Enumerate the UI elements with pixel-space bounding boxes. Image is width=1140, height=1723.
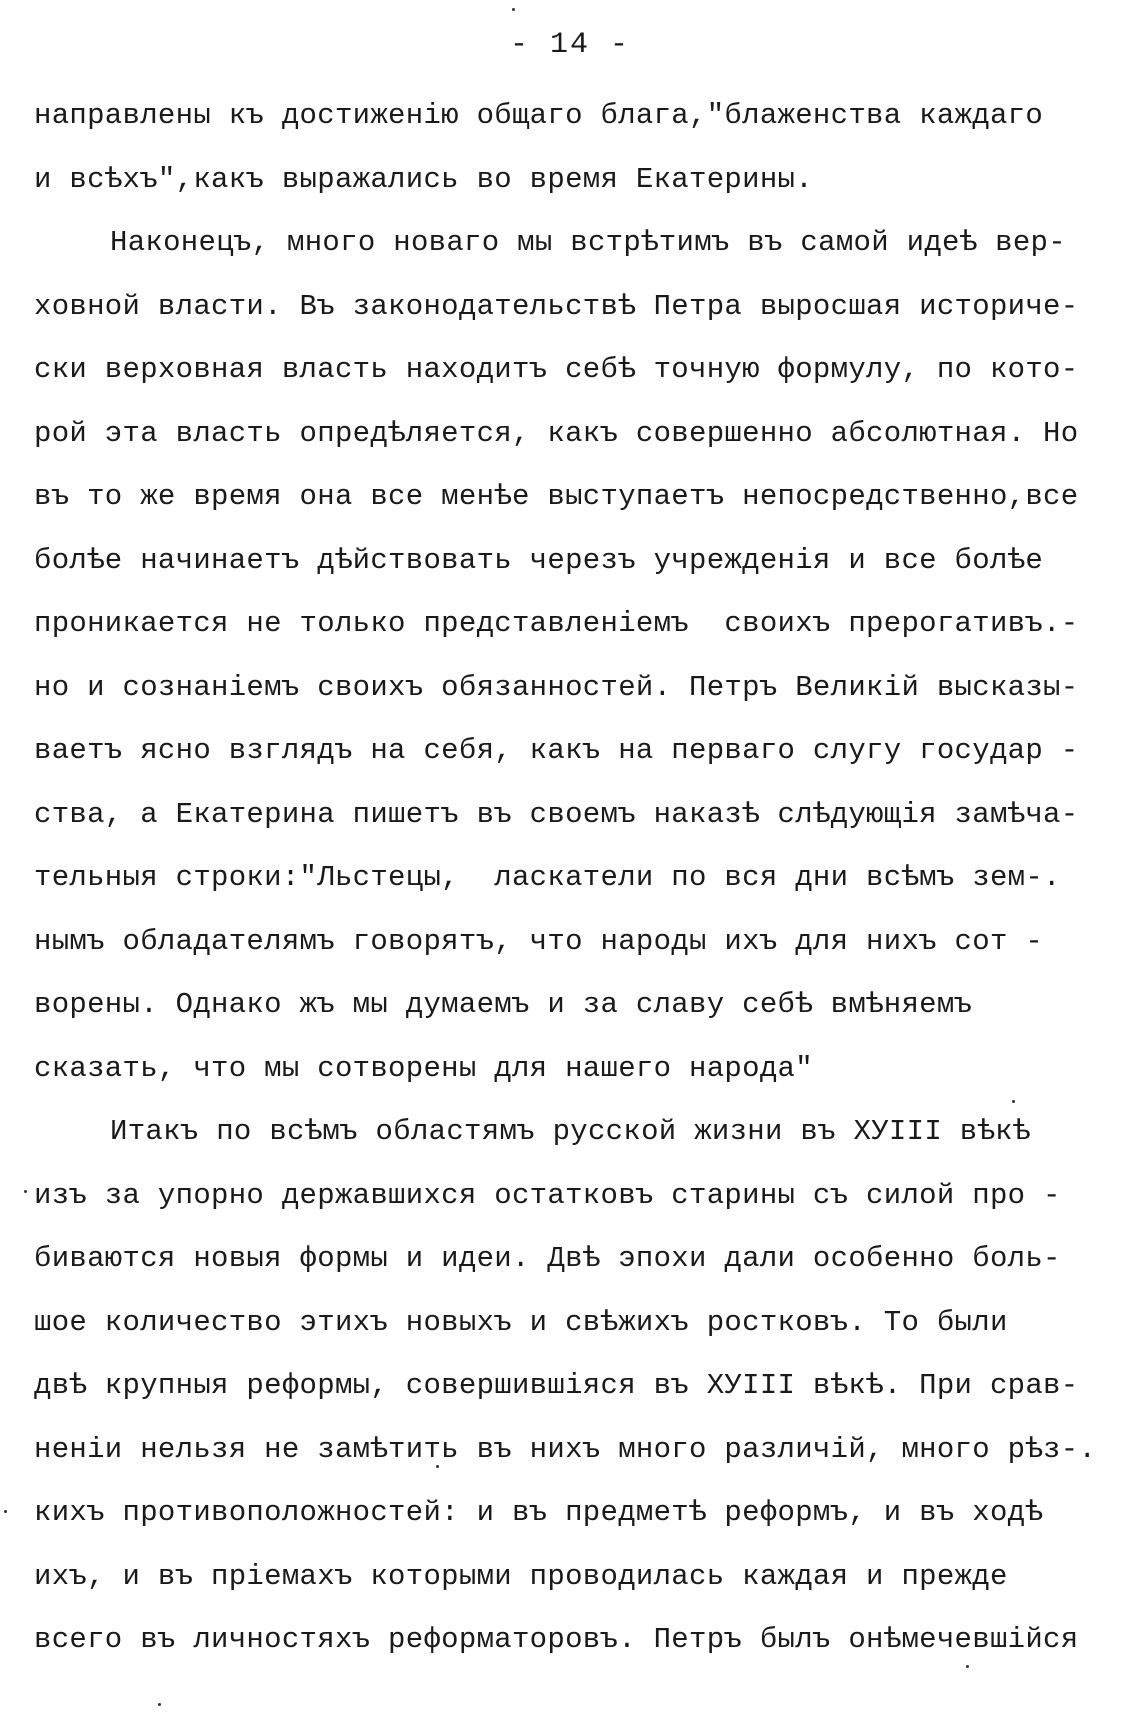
- paragraph-start-line: Наконецъ, много новаго мы встрѣтимъ въ самой идеѣ вер-: [110, 226, 1066, 259]
- scan-speck: [436, 1465, 439, 1468]
- text-line: биваются новыя формы и идеи. Двѣ эпохи дали особенно боль-: [34, 1242, 1061, 1275]
- text-line: тельныя строки:"Льстецы, ласкатели по вся дни всѣмъ зем-.: [34, 861, 1061, 894]
- text-line: но и сознаніемъ своихъ обязанностей. Петръ Великій высказы-: [34, 670, 1079, 704]
- text-line: ства, а Екатерина пишетъ въ своемъ наказѣ слѣдующія замѣча-: [34, 797, 1079, 831]
- page-number: - 14 -: [509, 28, 631, 62]
- text-line: проникается не только представленіемъ своихъ прерогативъ.-: [34, 607, 1079, 640]
- scan-speck: [966, 1665, 969, 1668]
- text-line: ски верховная власть находитъ себѣ точную формулу, по кото-: [34, 353, 1079, 386]
- text-line: болѣе начинаетъ дѣйствовать черезъ учрежденія и все болѣе: [34, 543, 1044, 577]
- text-line: въ то же время она все менѣе выступаетъ непосредственно,все: [34, 480, 1079, 513]
- text-line: сказать, что мы сотворены для нашего народа": [34, 1051, 813, 1085]
- text-line: нымъ обладателямъ говорятъ, что народы ихъ для нихъ сот -: [34, 924, 1044, 958]
- text-line: изъ за упорно державшихся остатковъ старины съ силой про -: [34, 1178, 1061, 1212]
- text-line: направлены къ достиженію общаго блага,"блаженства каждаго: [34, 99, 1044, 132]
- text-line: ворены. Однако жъ мы думаемъ и за славу себѣ вмѣняемъ: [34, 988, 973, 1021]
- scan-speck: [512, 8, 515, 11]
- text-line: всего въ личностяхъ реформаторовъ. Петръ былъ онѣмечевшійся: [34, 1623, 1079, 1656]
- text-line: ховной власти. Въ законодательствѣ Петра выросшая историче-: [34, 289, 1079, 323]
- text-line: кихъ противоположностей: и въ предметѣ реформъ, и въ ходѣ: [34, 1496, 1044, 1529]
- text-line: и всѣхъ",какъ выражались во время Екатерины.: [34, 162, 813, 196]
- scan-speck: [24, 1190, 27, 1193]
- text-line: рой эта власть опредѣляется, какъ совершенно абсолютная. Но: [34, 416, 1079, 450]
- text-line: шое количество этихъ новыхъ и свѣжихъ ростковъ. То были: [34, 1305, 1008, 1339]
- typewritten-text-body: [34, 84, 1114, 1672]
- scan-speck: [4, 1510, 7, 1513]
- text-line: ихъ, и въ пріемахъ которыми проводилась каждая и прежде: [34, 1559, 1008, 1593]
- scan-speck: [1012, 1100, 1015, 1103]
- text-line: ваетъ ясно взглядъ на себя, какъ на перваго слугу государ -: [34, 734, 1079, 767]
- paragraph-start-line: Итакъ по всѣмъ областямъ русской жизни въ ХУIII вѣкѣ: [110, 1115, 1031, 1148]
- text-line: двѣ крупныя реформы, совершившіяся въ ХУIII вѣкѣ. При срав-: [34, 1369, 1079, 1402]
- text-line: неніи нельзя не замѣтить въ нихъ много различій, много рѣз-.: [34, 1432, 1097, 1466]
- scan-speck: [158, 1703, 161, 1706]
